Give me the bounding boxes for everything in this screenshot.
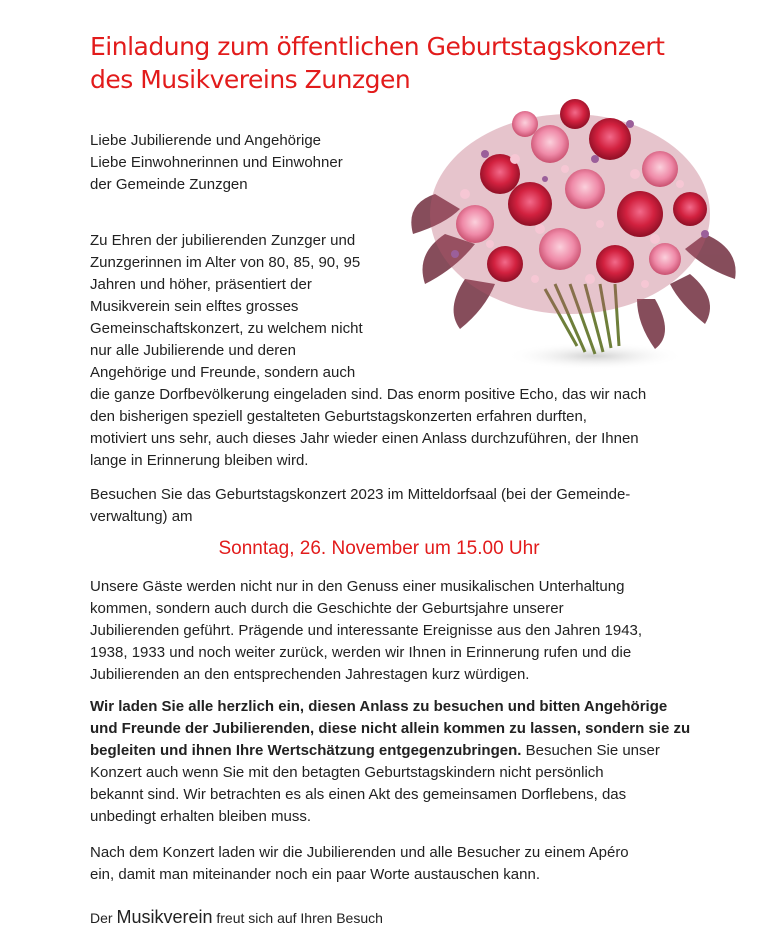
greeting-line: Liebe Jubilierende und Angehörige	[90, 132, 322, 149]
signature-pre: Der	[90, 910, 113, 926]
invite-rest-line: Konzert auch wenn Sie mit den betagten Geburtstagskindern nicht persönlich	[90, 764, 604, 781]
intro-line: Angehörige und Freunde, sondern auch	[90, 364, 356, 381]
guests-line: 1938, 1933 und noch weiter zurück, werden wir Ihnen in Erinnerung rufen und die	[90, 644, 632, 661]
intro-line: nur alle Jubilierende und deren	[90, 342, 296, 359]
title-line-2: des Musikvereins Zunzgen	[90, 65, 411, 94]
guests-line: Jubilierenden an den entsprechenden Jahrestagen kurz würdigen.	[90, 666, 530, 683]
apero-line: Nach dem Konzert laden wir die Jubilierenden und alle Besucher zu einem Apéro	[90, 844, 629, 861]
visit-paragraph	[90, 484, 630, 528]
intro-line: Musikverein sein elftes grosses	[90, 298, 299, 315]
signature-post: freut sich auf Ihren Besuch	[216, 910, 383, 926]
guests-line: Jubilierenden geführt. Prägende und interessante Ereignisse aus den Jahren 1943,	[90, 622, 643, 639]
invite-paragraph	[90, 696, 690, 828]
intro-line: motiviert uns sehr, auch dieses Jahr wieder einen Anlass durchzuführen, der Ihnen	[90, 430, 639, 447]
intro-line: die ganze Dorfbevölkerung eingeladen sind. Das enorm positive Echo, das wir nach	[90, 386, 647, 403]
intro-line: Zunzgerinnen im Alter von 80, 85, 90, 95	[90, 254, 361, 271]
intro-paragraph	[90, 230, 646, 472]
greeting	[90, 130, 343, 196]
invite-rest-line: bekannt sind. Wir betrachten es als einen Akt des gemeinsamen Dorflebens, das	[90, 786, 627, 803]
apero-line: ein, damit man miteinander noch ein paar Worte austauschen kann.	[90, 866, 540, 883]
guests-line: kommen, sondern auch durch die Geschichte der Geburtsjahre unserer	[90, 600, 564, 617]
intro-line: lange in Erinnerung bleiben wird.	[90, 452, 309, 469]
intro-line: Gemeinschaftskonzert, zu welchem nicht	[90, 320, 363, 337]
concert-date: Sonntag, 26. November um 15.00 Uhr	[218, 538, 540, 559]
invite-bold-line: begleiten und ihnen Ihre Wertschätzung entgegenzubringen.	[90, 742, 522, 759]
guests-line: Unsere Gäste werden nicht nur in den Genuss einer musikalischen Unterhaltung	[90, 578, 625, 595]
intro-line: den bisherigen speziell gestalteten Geburtstagskonzerten erfahren durften,	[90, 408, 587, 425]
apero-paragraph	[90, 842, 629, 886]
guests-paragraph	[90, 576, 642, 686]
greeting-line: Liebe Einwohnerinnen und Einwohner	[90, 154, 343, 171]
signature	[90, 906, 383, 929]
invite-rest-line: unbedingt erhalten bleiben muss.	[90, 808, 311, 825]
intro-line: Jahren und höher, präsentiert der	[90, 276, 312, 293]
invite-rest-start: Besuchen Sie unser	[525, 742, 660, 759]
title-line-1: Einladung zum öffentlichen Geburtstagskonzert	[90, 32, 665, 61]
invite-bold-line: Wir laden Sie alle herzlich ein, diesen Anlass zu besuchen und bitten Angehörige	[90, 698, 668, 715]
visit-line: Besuchen Sie das Geburtstagskonzert 2023 im Mitteldorfsaal (bei der Gemeinde-	[90, 486, 631, 503]
greeting-line: der Gemeinde Zunzgen	[90, 176, 248, 193]
visit-line: verwaltung) am	[90, 508, 193, 525]
invite-bold-line: und Freunde der Jubilierenden, diese nicht allein kommen zu lassen, sondern sie zu	[90, 720, 691, 737]
signature-name: Musikverein	[116, 907, 213, 927]
intro-line: Zu Ehren der jubilierenden Zunzger und	[90, 232, 356, 249]
